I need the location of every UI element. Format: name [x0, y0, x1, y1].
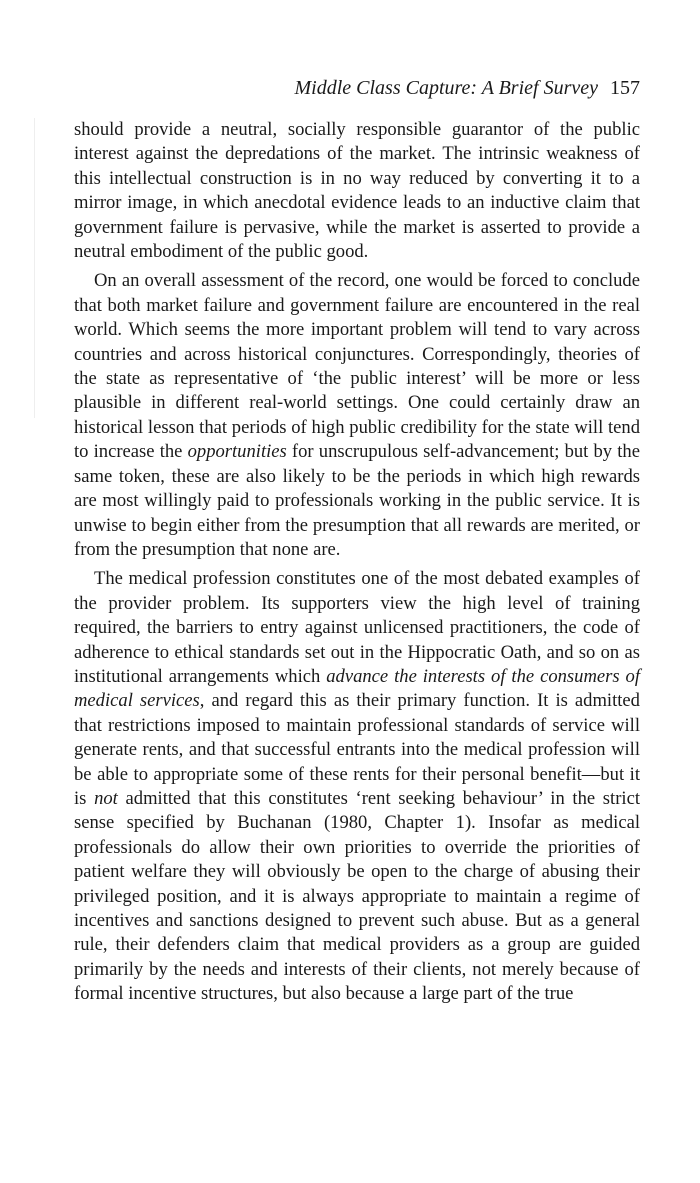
- paragraph-1-text: should provide a neutral, socially responsible guarantor of the public interest against the depredations of the market. The intrinsic weakness of this intellectual construction is in no way reduced by converting it to a mirror image, in which anecdotal evidence leads to an inductive claim that government failure is pervasive, while the market is asserted to provide a neutral embodiment of the public good.: [74, 119, 640, 263]
- paragraph-3-emphasis-2: not: [94, 787, 118, 809]
- paragraph-3-text-b: , and regard this as their primary function. It is admitted that restrictions imposed to maintain professional standards of service will generate rents, and that successful entrants into the medical profession will be able to appropriate some of these rents for their personal benefit—but it is: [74, 690, 640, 809]
- body-text: [74, 118, 640, 1007]
- paragraph-2-text-a: On an overall assessment of the record, one would be forced to conclude that both market failure and government failure are encountered in the real world. Which seems the more important problem will tend to vary across countries and across historical conjunctures. Correspondingly, theories of the state as representative of ‘the public interest’ will be more or less plausible in different real-world settings. One could certainly draw an historical lesson that periods of high public credibility for the state will tend to increase the: [74, 270, 640, 463]
- paragraph-2: [74, 269, 640, 562]
- paragraph-3-text-c: admitted that this constitutes ‘rent seeking behaviour’ in the strict sense specified by Buchanan (1980, Chapter 1). Insofar as medical professionals do allow their own priorities to override the priorities of patient welfare they will obviously be open to the charge of abusing their privileged position, and it is always appropriate to maintain a regime of incentives and sanctions designed to prevent such abuse. But as a general rule, their defenders claim that medical providers as a group are guided primarily by the needs and interests of their clients, not merely because of formal incentive structures, but also because a large part of the true: [74, 787, 640, 1005]
- paragraph-3-text-a: The medical profession constitutes one of the most debated examples of the provider problem. Its supporters view the high level of training required, the barriers to entry against unlicensed practitioners, the code of adherence to ethical standards set out in the Hippocratic Oath, and so on as institutional arrangements which: [74, 568, 640, 687]
- margin-shadow: [34, 118, 35, 418]
- running-header: [74, 75, 640, 101]
- running-title: Middle Class Capture: A Brief Survey: [294, 77, 598, 99]
- paragraph-2-emphasis: opportunities: [187, 441, 287, 463]
- paragraph-1: [74, 118, 640, 264]
- page-number: 157: [610, 77, 640, 99]
- paragraph-2-text-b: for unscrupulous self-advancement; but by the same token, these are also likely to be the periods in which high rewards are most willingly paid to professionals working in the public service. It is unwise to begin either from the presumption that all rewards are merited, or from the presumption that none are.: [74, 441, 640, 560]
- paragraph-3-emphasis-1: advance the interests of the consumers of medical services: [74, 665, 640, 712]
- paragraph-3: [74, 567, 640, 1006]
